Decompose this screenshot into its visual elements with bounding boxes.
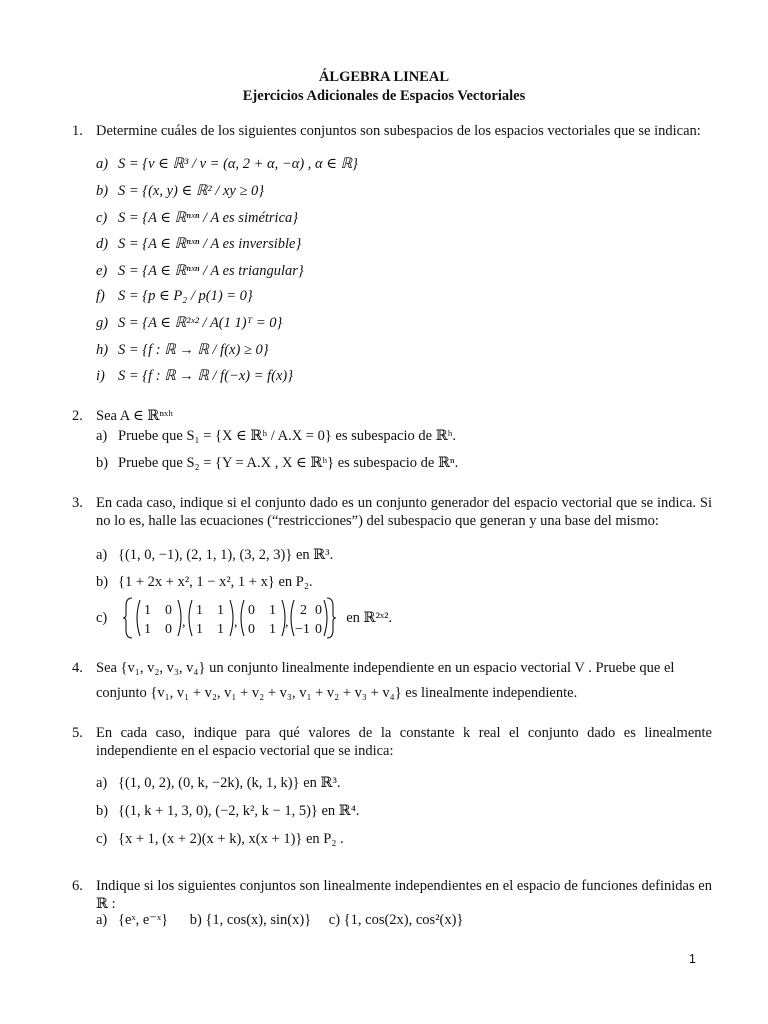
exercise-2-item-b: b) Pruebe que S₂ = {Y = A.X , X ∈ ℝʰ} es subespacio de ℝⁿ.: [96, 455, 459, 471]
exercise-3-item-a: a) {(1, 0, −1), (2, 1, 1), (3, 2, 3)} en ℝ³.: [96, 547, 334, 563]
exercise-number: 2.: [72, 408, 83, 424]
exercise-text: Sea A ∈ ℝⁿˣʰ: [96, 408, 173, 424]
matrix-3-entry-11: 0: [247, 603, 255, 618]
set-brace-left: [123, 598, 132, 638]
matrix-3-entry-22: 1: [268, 622, 276, 637]
matrix-space: en ℝ²ˣ².: [346, 609, 393, 626]
exercise-3-item-c: c) 1 0 1 0 , 1 1 1 1 , 0 1 0 1 , 2 0 −1 0 en ℝ²ˣ².: [96, 596, 392, 640]
exercise-1-item-a: a) S = {v ∈ ℝ³ / v = (α, 2 + α, −α) , α ∈ ℝ}: [96, 156, 358, 172]
matrix-4-entry-21: −1: [294, 622, 310, 637]
exercise-text: En cada caso, indique si el conjunto dado es un conjunto generador del espacio vectorial que se indica. Si no lo es, halle las ecuaciones (“restricciones”) del subespacio que generan y una base del mismo:: [96, 495, 712, 529]
exercise-3-item-b: b) {1 + 2x + x², 1 − x², 1 + x} en P₂.: [96, 574, 313, 590]
exercise-1-item-h: h) S = {f : ℝ → ℝ / f(x) ≥ 0}: [96, 342, 269, 358]
matrix-1-entry-22: 0: [164, 622, 172, 637]
exercise-1-item-b: b) S = {(x, y) ∈ ℝ² / xy ≥ 0}: [96, 183, 265, 199]
matrix-2-paren-right: [230, 600, 233, 636]
exercise-number: 5.: [72, 725, 83, 741]
exercise-number: 4.: [72, 660, 83, 676]
set-brace-right: [327, 598, 336, 638]
exercise-5-item-b: b) {(1, k + 1, 3, 0), (−2, k², k − 1, 5)} en ℝ⁴.: [96, 803, 360, 819]
exercise-text-line-1: Sea {v₁, v₂, v₃, v₄} un conjunto linealmente independiente en un espacio vectorial V . Pruebe que el: [96, 660, 675, 676]
exercise-1-item-d: d) S = {A ∈ ℝⁿˣⁿ / A es inversible}: [96, 236, 302, 252]
exercise-5-item-a: a) {(1, 0, 2), (0, k, −2k), (k, 1, k)} en ℝ³.: [96, 775, 341, 791]
exercise-1-item-c: c) S = {A ∈ ℝⁿˣⁿ / A es simétrica}: [96, 210, 299, 226]
matrix-1-entry-21: 1: [143, 622, 151, 637]
exercise-text: Indique si los siguientes conjuntos son linealmente independientes en el espacio de funciones definidas en ℝ :: [96, 878, 712, 912]
exercise-6-items: a) {eˣ, e⁻ˣ} b) {1, cos(x), sin(x)} c) {1, cos(2x), cos²(x)}: [96, 912, 464, 928]
header: [0, 68, 768, 106]
separator-comma: ,: [233, 615, 238, 630]
exercise-1-item-i: i) S = {f : ℝ → ℝ / f(−x) = f(x)}: [96, 368, 294, 384]
exercise-4-line-2: conjunto {v₁, v₁ + v₂, v₁ + v₂ + v₃, v₁ + v₂ + v₃ + v₄} es linealmente independiente.: [96, 685, 578, 701]
exercise-text: En cada caso, indique para qué valores de la constante k real el conjunto dado es linealmente independiente en el espacio vectorial que se indica:: [96, 725, 712, 759]
exercise-2-item-a: a) Pruebe que S₁ = {X ∈ ℝʰ / A.X = 0} es subespacio de ℝʰ.: [96, 428, 457, 444]
separator-comma: ,: [284, 615, 289, 630]
matrix-2-entry-11: 1: [195, 603, 203, 618]
separator-comma: ,: [181, 615, 186, 630]
exercise-1-item-g: g) S = {A ∈ ℝ²ˣ² / A(1 1)ᵀ = 0}: [96, 315, 283, 331]
matrix-1-paren-left: [137, 600, 140, 636]
matrix-3-entry-21: 0: [247, 622, 255, 637]
exercise-1-item-e: e) S = {A ∈ ℝⁿˣⁿ / A es triangular}: [96, 263, 304, 279]
matrix-4-paren-left: [291, 600, 294, 636]
matrix-3-paren-left: [241, 600, 244, 636]
matrix-1-entry-12: 0: [164, 603, 172, 618]
exercise-text: Determine cuáles de los siguientes conjuntos son subespacios de los espacios vectoriales que se indican:: [96, 123, 701, 139]
matrix-1-paren-right: [178, 600, 181, 636]
matrix-4-paren-right: [324, 600, 327, 636]
matrix-4-entry-22: 0: [314, 622, 322, 637]
matrix-2-entry-22: 1: [216, 622, 224, 637]
exercise-number: 3.: [72, 495, 83, 511]
matrix-4-entry-12: 0: [314, 603, 322, 618]
page-title: ÁLGEBRA LINEAL: [318, 69, 450, 85]
exercise-1-item-f: f) S = {p ∈ P₂ / p(1) = 0}: [96, 288, 253, 304]
matrix-2-paren-left: [189, 600, 192, 636]
exercise-5-item-c: c) {x + 1, (x + 2)(x + k), x(x + 1)} en P₂ .: [96, 831, 344, 847]
page-subtitle: Ejercicios Adicionales de Espacios Vectoriales: [242, 88, 526, 104]
matrix-3-entry-12: 1: [268, 603, 276, 618]
page-number: 1: [688, 951, 696, 966]
matrix-1-entry-11: 1: [143, 603, 151, 618]
matrix-set: [122, 596, 337, 640]
matrix-2-entry-21: 1: [195, 622, 203, 637]
matrix-4-entry-11: 2: [299, 603, 307, 618]
matrix-2-entry-12: 1: [216, 603, 224, 618]
exercise-number: 1.: [72, 123, 83, 139]
exercise-number: 6.: [72, 878, 83, 894]
